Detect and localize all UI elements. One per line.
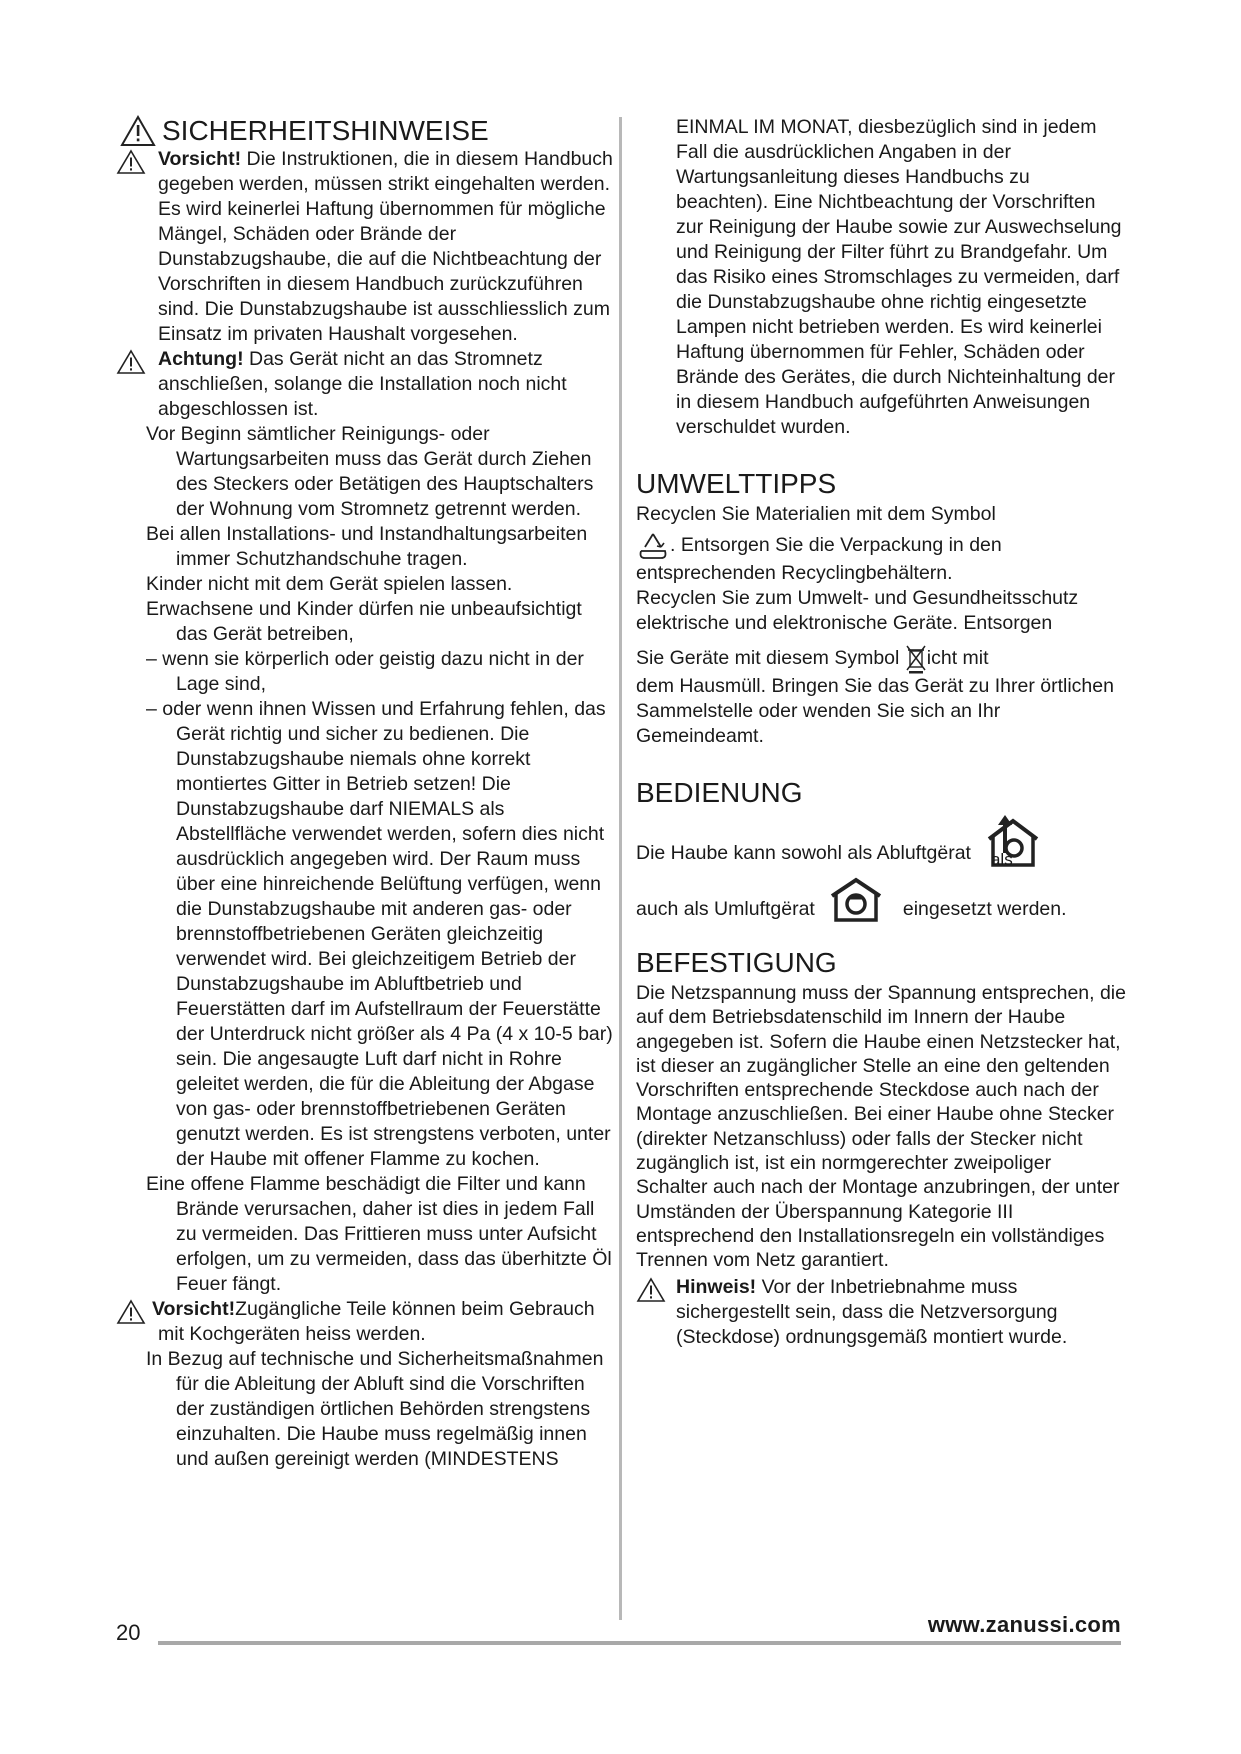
- paragraph: Kinder nicht mit dem Gerät spielen lassen.: [146, 573, 513, 595]
- paragraph: Die Netzspannung muss der Spannung entsprechen, die auf dem Betriebsdatenschild im Innern der Haube angegeben ist. Sofern die Haube einen Netzstecker hat, ist dieser an zugänglicher Stelle an eine den geltenden Vorschriften entsprechende Steckdose auch nach der Montage anzuschließen. Bei einer Haube ohne Stecker (direkter Netzanschluss) oder falls der Stecker nicht zugänglich ist, ist ein normgerechter zweipoliger Schalter auch nach der Montage anzubringen, der unter Umständen der Überspannung Kategorie III entsprechend den Installationsregeln ein vollständiges Trennen vom Netz garantiert.: [636, 982, 1126, 1272]
- paragraph: Recyclen Sie Materialien mit dem Symbol: [636, 503, 996, 525]
- paragraph: Recyclen Sie zum Umwelt- und Gesundheitsschutz elektrische und elektronische Geräte. Entsorgen: [636, 587, 1079, 634]
- note-label: Hinweis!: [676, 1275, 757, 1298]
- weee-text: Sie Geräte mit diesem Symbol: [636, 647, 905, 670]
- paragraph-continuation: EINMAL IM MONAT, diesbezüglich sind in jedem Fall die ausdrücklichen Angaben in der Wartungsanleitung dieses Handbuchs zu beachten). Eine Nichtbeachtung der Vorschriften zur Reinigung der Haube sowie zur Auswechselung und Reinigung der Filter führt zu Brandgefahr. Um das Risiko eines Stromschlages zu vermeiden, darf die Dunstabzugshaube ohne richtig eingesetzte Lampen nicht betrieben werden. Es wird keinerlei Haftung übernommen für Fehler, Schäden oder Brände des Gerätes, die durch Nichteinhaltung der in diesem Handbuch aufgeführten Anweisungen verschuldet wurden.: [676, 116, 1122, 438]
- note-hinweis: [636, 1275, 1126, 1350]
- footer-rule: [158, 1641, 1121, 1645]
- section-heading-bedienung: BEDIENUNG: [636, 777, 803, 808]
- warning-text: Das Gerät nicht an das Stromnetz anschließen, solange die Installation noch nicht abgeschlossen ist.: [158, 348, 567, 420]
- warning-triangle-icon: [116, 149, 146, 175]
- right-column: [636, 115, 1126, 1350]
- note-text: Vor der Inbetriebnahme muss sichergestellt sein, dass die Netzversorgung (Steckdose) ordnungsgemäß montiert wurde.: [676, 1275, 1068, 1348]
- recirculation-mode-icon: [827, 876, 885, 926]
- page-number: 20: [116, 1620, 141, 1645]
- paragraph: In Bezug auf technische und Sicherheitsmaßnahmen für die Ableitung der Abluft sind die Vorschriften der zuständigen örtlichen Behörden strengstens einzuhalten. Die Haube muss regelmäßig innen und außen gereinigt werden (MINDESTENS: [146, 1348, 604, 1470]
- section-heading-safety: [120, 115, 616, 147]
- paragraph: dem Hausmüll. Bringen Sie das Gerät zu Ihrer örtlichen Sammelstelle oder wenden Sie sich an Ihr Gemeindeamt.: [636, 675, 1114, 747]
- list-item: – wenn sie körperlich oder geistig dazu nicht in der Lage sind,: [146, 648, 584, 695]
- warning-triangle-icon: [636, 1277, 666, 1303]
- column-divider: [619, 117, 622, 1620]
- recycle-text: . Entsorgen Sie die Verpackung in den entsprechenden Recyclingbehältern.: [636, 534, 1002, 584]
- warning-triangle-icon: [116, 349, 146, 375]
- warning-vorsicht-2: [116, 1297, 616, 1347]
- section-heading-befestigung: BEFESTIGUNG: [636, 947, 837, 978]
- warning-label: Vorsicht!: [158, 148, 242, 170]
- operation-text: auch als Umluftgërat: [636, 897, 815, 920]
- warning-triangle-icon: [116, 1299, 146, 1325]
- warning-vorsicht: [116, 147, 616, 347]
- warning-label: Vorsicht!: [152, 1298, 236, 1320]
- crossed-bin-icon: [905, 644, 927, 674]
- section-heading-umwelt: UMWELTTIPPS: [636, 468, 837, 499]
- als-label: als: [990, 850, 1013, 869]
- recycle-icon: [636, 531, 670, 561]
- warning-text: Zugängliche Teile können beim Gebrauch mit Kochgeräten heiss werden.: [158, 1298, 595, 1345]
- weee-text-end: icht mit: [926, 647, 989, 670]
- operation-text: Die Haube kann sowohl als Abluftgërat: [636, 841, 971, 864]
- paragraph: [636, 644, 1126, 674]
- warning-achtung: [116, 347, 616, 422]
- operation-extraction-row: [636, 815, 1126, 871]
- operation-recirculation-row: [636, 875, 1126, 927]
- paragraph: Vor Beginn sämtlicher Reinigungs- oder Wartungsarbeiten muss das Gerät durch Ziehen des Steckers oder Betätigen des Hauptschalters der Wohnung vom Stromnetz getrennt werden.: [146, 423, 594, 520]
- list-item: – oder wenn ihnen Wissen und Erfahrung fehlen, das Gerät richtig und sicher zu bedienen. Die Dunstabzugshaube niemals ohne korrekt montiertes Gitter in Betrieb setzen! Die Dunstabzugshaube darf NIEMALS als Abstellfläche verwendet werden, sofern dies nicht ausdrücklich angegeben wird. Der Raum muss über eine hinreichende Belüftung verfügen, wenn die Dunstabzugshaube mit anderen gas- oder brennstoffbetriebenen Geräten gleichzeitig verwendet wird. Bei gleichzeitigem Betrieb der Dunstabzugshaube im Abluftbetrieb und Feuerstätten darf im Aufstellraum der Feuerstätte der Unterdruck nicht größer als 4 Pa (4 x 10-5 bar) sein. Die angesaugte Luft darf nicht in Rohre geleitet werden, die für die Ableitung der Abgase von gas- oder brennstoffbetriebenen Geräten genutzt werden. Es ist strengstens verboten, unter der Haube mit offener Flamme zu kochen.: [146, 698, 613, 1170]
- paragraph: [636, 531, 1126, 586]
- warning-label: Achtung!: [158, 348, 244, 370]
- warning-triangle-icon: [120, 115, 156, 147]
- footer-url: www.zanussi.com: [927, 1612, 1121, 1637]
- page-title: SICHERHEITSHINWEISE: [162, 115, 489, 146]
- paragraph: Erwachsene und Kinder dürfen nie unbeaufsichtigt das Gerät betreiben,: [146, 598, 582, 645]
- left-column: [116, 115, 616, 1472]
- operation-text: eingesetzt werden.: [902, 897, 1067, 920]
- paragraph: Eine offene Flamme beschädigt die Filter und kann Brände verursachen, daher ist dies in jedem Fall zu vermeiden. Das Frittieren muss unter Aufsicht erfolgen, um zu vermeiden, dass das überhitzte Öl Feuer fängt.: [146, 1173, 612, 1295]
- paragraph: Bei allen Installations- und Instandhaltungsarbeiten immer Schutzhandschuhe tragen.: [146, 523, 588, 570]
- warning-text: Die Instruktionen, die in diesem Handbuch gegeben werden, müssen strikt eingehalten werden. Es wird keinerlei Haftung übernommen für mögliche Mängel, Schäden oder Brände der Dunstabzugshaube, die auf die Nichtbeachtung der Vorschriften in diesem Handbuch zurückzuführen sind. Die Dunstabzugshaube ist ausschliesslich zum Einsatz im privaten Haushalt vorgesehen.: [158, 148, 613, 345]
